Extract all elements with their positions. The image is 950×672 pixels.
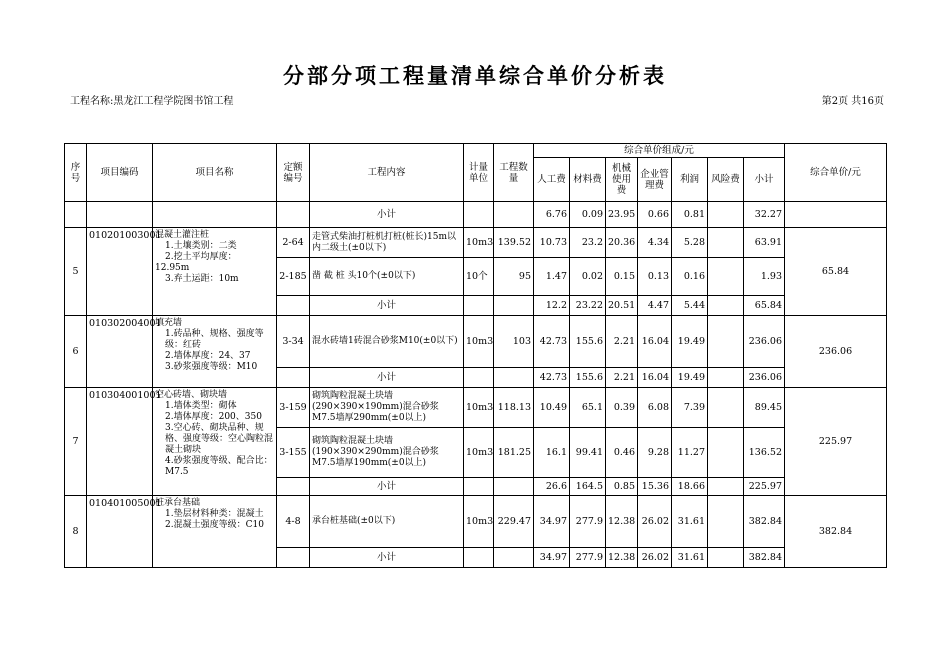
header-unit: 计量单位 bbox=[464, 144, 494, 202]
table-row bbox=[65, 228, 887, 258]
cell-subtotal: 1.93 bbox=[744, 258, 785, 296]
cell-risk bbox=[708, 258, 744, 296]
cell-unit: 10m3 bbox=[464, 228, 494, 258]
cell-profit: 11.27 bbox=[672, 428, 708, 478]
cell-quota: 3-34 bbox=[277, 316, 310, 368]
cell-manage: 16.04 bbox=[638, 368, 672, 388]
cell-machine: 12.38 bbox=[606, 548, 638, 568]
cell-subtotal: 382.84 bbox=[744, 496, 785, 548]
cell-risk bbox=[708, 496, 744, 548]
cell-material: 23.2 bbox=[570, 228, 606, 258]
top-subtotal-row bbox=[65, 202, 887, 228]
cell-unit: 10m3 bbox=[464, 316, 494, 368]
cell-seq: 5 bbox=[65, 228, 87, 316]
cell-labor: 12.2 bbox=[534, 296, 570, 316]
cell-profit: 19.49 bbox=[672, 316, 708, 368]
cell-profit: 5.44 bbox=[672, 296, 708, 316]
cell-unit: 10m3 bbox=[464, 496, 494, 548]
cell-subtotal: 89.45 bbox=[744, 388, 785, 428]
cell-manage: 15.36 bbox=[638, 478, 672, 496]
project-name-line: 填充墙 bbox=[155, 318, 183, 328]
cell-quota: 2-185 bbox=[277, 258, 310, 296]
cell-subtotal: 236.06 bbox=[744, 368, 785, 388]
cell-subtotal: 382.84 bbox=[744, 548, 785, 568]
cell-seq: 8 bbox=[65, 496, 87, 568]
cell-content: 走管式柴油打桩机打桩(桩长)15m以内二级土(±0以下) bbox=[310, 228, 464, 258]
cell-profit: 31.61 bbox=[672, 496, 708, 548]
cell-quota: 3-155 bbox=[277, 428, 310, 478]
cell-labor: 10.49 bbox=[534, 388, 570, 428]
cell-machine: 20.51 bbox=[606, 296, 638, 316]
cell-project-name bbox=[153, 388, 277, 496]
cell-unit-price: 382.84 bbox=[785, 496, 887, 568]
cell-labor: 1.47 bbox=[534, 258, 570, 296]
cell-material: 99.41 bbox=[570, 428, 606, 478]
subtotal-label: 小计 bbox=[310, 368, 464, 388]
cell-labor: 26.6 bbox=[534, 478, 570, 496]
cell-subtotal: 65.84 bbox=[744, 296, 785, 316]
page-info: 第2页 共16页 bbox=[821, 96, 884, 107]
header-profit: 利润 bbox=[672, 158, 708, 202]
cell-material: 277.9 bbox=[570, 548, 606, 568]
project-name: 工程名称:黑龙江工程学院图书馆工程 bbox=[70, 96, 234, 107]
cell-labor: 42.73 bbox=[534, 316, 570, 368]
subtotal-label: 小计 bbox=[310, 202, 464, 228]
header-unit-price: 综合单价/元 bbox=[785, 144, 887, 202]
cell-risk bbox=[708, 368, 744, 388]
header-manage: 企业管理费 bbox=[638, 158, 672, 202]
cell-manage: 0.13 bbox=[638, 258, 672, 296]
cell-profit: 19.49 bbox=[672, 368, 708, 388]
cell-manage: 16.04 bbox=[638, 316, 672, 368]
cell-unit-price: 65.84 bbox=[785, 228, 887, 316]
project-name-line: 12.95m bbox=[155, 263, 190, 273]
cell-material: 155.6 bbox=[570, 368, 606, 388]
project-name-line: 2.挖土平均厚度： bbox=[165, 252, 237, 262]
project-name-line: 2.混凝土强度等级：C10 bbox=[165, 520, 264, 530]
cell-manage: 4.47 bbox=[638, 296, 672, 316]
table-row bbox=[65, 388, 887, 428]
project-name-line: 1.土壤类别：二类 bbox=[165, 241, 237, 251]
cell-machine: 0.15 bbox=[606, 258, 638, 296]
cell-material: 0.09 bbox=[570, 202, 606, 228]
cell-quota: 4-8 bbox=[277, 496, 310, 548]
cell-profit: 0.16 bbox=[672, 258, 708, 296]
cell-material: 164.5 bbox=[570, 478, 606, 496]
table-row bbox=[65, 496, 887, 548]
cell-content: 凿 截 桩 头10个(±0以下) bbox=[310, 258, 464, 296]
project-name-line: 混凝土灌注桩 bbox=[155, 230, 210, 240]
subtotal-label: 小计 bbox=[310, 548, 464, 568]
project-name-line: 1.墙体类型：砌体 bbox=[165, 401, 237, 411]
cell-manage: 26.02 bbox=[638, 548, 672, 568]
cell-content: 砌筑陶粒混凝土块墙(190×390×290mm)混合砂浆M7.5墙厚190mm(±0以上) bbox=[310, 428, 464, 478]
cell-machine: 23.95 bbox=[606, 202, 638, 228]
cell-machine: 0.46 bbox=[606, 428, 638, 478]
project-name-line: 3.砂浆强度等级：M10 bbox=[165, 362, 258, 372]
cell-qty: 181.25 bbox=[494, 428, 534, 478]
cell-machine: 20.36 bbox=[606, 228, 638, 258]
cell-seq: 7 bbox=[65, 388, 87, 496]
page-title: 分部分项工程量清单综合单价分析表 bbox=[283, 63, 667, 88]
cell-manage: 0.66 bbox=[638, 202, 672, 228]
cell-unit-price: 236.06 bbox=[785, 316, 887, 388]
cell-qty: 118.13 bbox=[494, 388, 534, 428]
header-qty: 工程数量 bbox=[494, 144, 534, 202]
cell-seq: 6 bbox=[65, 316, 87, 388]
header-machine: 机械使用费 bbox=[606, 158, 638, 202]
cell-material: 277.9 bbox=[570, 496, 606, 548]
project-name-line: 空心砖墙、砌块墙 bbox=[155, 390, 228, 400]
cell-unit: 10m3 bbox=[464, 428, 494, 478]
project-name-line: 3.弃土运距：10m bbox=[165, 274, 239, 284]
cell-unit: 10m3 bbox=[464, 388, 494, 428]
cell-code: 010401005001 bbox=[87, 496, 153, 568]
header-quota: 定额编号 bbox=[277, 144, 310, 202]
cell-risk bbox=[708, 228, 744, 258]
project-name-line: 1.垫层材料种类：混凝土 bbox=[165, 509, 264, 519]
cell-labor: 16.1 bbox=[534, 428, 570, 478]
cell-profit: 0.81 bbox=[672, 202, 708, 228]
header-material: 材料费 bbox=[570, 158, 606, 202]
cell-code: 010201003001 bbox=[87, 228, 153, 316]
cell-subtotal: 63.91 bbox=[744, 228, 785, 258]
cell-risk bbox=[708, 548, 744, 568]
subtotal-label: 小计 bbox=[310, 478, 464, 496]
subtotal-label: 小计 bbox=[310, 296, 464, 316]
cell-profit: 31.61 bbox=[672, 548, 708, 568]
header-labor: 人工费 bbox=[534, 158, 570, 202]
cell-labor: 34.97 bbox=[534, 496, 570, 548]
project-name-line: 1.砖品种、规格、强度等级：红砖 bbox=[165, 329, 264, 350]
cell-risk bbox=[708, 388, 744, 428]
cell-content: 砌筑陶粒混凝土块墙(290×390×190mm)混合砂浆M7.5墙厚290mm(±0以上) bbox=[310, 388, 464, 428]
cell-risk bbox=[708, 478, 744, 496]
cell-qty: 139.52 bbox=[494, 228, 534, 258]
cell-material: 0.02 bbox=[570, 258, 606, 296]
cell-manage: 9.28 bbox=[638, 428, 672, 478]
cell-unit: 10个 bbox=[464, 258, 494, 296]
cell-machine: 0.39 bbox=[606, 388, 638, 428]
cell-manage: 6.08 bbox=[638, 388, 672, 428]
project-name-line: 3.空心砖、砌块品种、规格、强度等级：空心陶粒混凝土砌块 bbox=[165, 423, 274, 455]
cell-code: 010302004001 bbox=[87, 316, 153, 388]
cell-subtotal: 136.52 bbox=[744, 428, 785, 478]
cell-material: 23.22 bbox=[570, 296, 606, 316]
cell-labor: 10.73 bbox=[534, 228, 570, 258]
cell-quota: 3-159 bbox=[277, 388, 310, 428]
cell-project-name bbox=[153, 228, 277, 316]
cell-profit: 7.39 bbox=[672, 388, 708, 428]
cell-content: 混水砖墙1砖混合砂浆M10(±0以下) bbox=[310, 316, 464, 368]
cell-subtotal: 225.97 bbox=[744, 478, 785, 496]
cell-machine: 2.21 bbox=[606, 316, 638, 368]
cell-labor: 34.97 bbox=[534, 548, 570, 568]
project-name-line: 4.砂浆强度等级、配合比：M7.5 bbox=[165, 456, 273, 477]
header-content: 工程内容 bbox=[310, 144, 464, 202]
header-seq: 序号 bbox=[65, 144, 87, 202]
header-code: 项目编码 bbox=[87, 144, 153, 202]
header-group: 综合单价组成/元 bbox=[534, 144, 785, 158]
cell-profit: 5.28 bbox=[672, 228, 708, 258]
cell-unit-price: 225.97 bbox=[785, 388, 887, 496]
cell-risk bbox=[708, 202, 744, 228]
project-name-line: 2.墙体厚度：24、37 bbox=[165, 351, 251, 361]
cell-labor: 6.76 bbox=[534, 202, 570, 228]
cell-risk bbox=[708, 428, 744, 478]
cell-project-name bbox=[153, 496, 277, 568]
cell-manage: 4.34 bbox=[638, 228, 672, 258]
cell-qty: 229.47 bbox=[494, 496, 534, 548]
cell-material: 155.6 bbox=[570, 316, 606, 368]
cell-labor: 42.73 bbox=[534, 368, 570, 388]
cell-manage: 26.02 bbox=[638, 496, 672, 548]
cell-content: 承台桩基础(±0以下) bbox=[310, 496, 464, 548]
cell-material: 65.1 bbox=[570, 388, 606, 428]
header-risk: 风险费 bbox=[708, 158, 744, 202]
cell-qty: 103 bbox=[494, 316, 534, 368]
cell-code: 010304001001 bbox=[87, 388, 153, 496]
cell-profit: 18.66 bbox=[672, 478, 708, 496]
cell-machine: 12.38 bbox=[606, 496, 638, 548]
cell-subtotal: 236.06 bbox=[744, 316, 785, 368]
cell-risk bbox=[708, 296, 744, 316]
cell-quota: 2-64 bbox=[277, 228, 310, 258]
cell-risk bbox=[708, 316, 744, 368]
cell-project-name bbox=[153, 316, 277, 388]
cell-machine: 0.85 bbox=[606, 478, 638, 496]
header-subtotal: 小计 bbox=[744, 158, 785, 202]
table-row bbox=[65, 316, 887, 368]
cell-subtotal: 32.27 bbox=[744, 202, 785, 228]
project-name-line: 2.墙体厚度：200、350 bbox=[165, 412, 262, 422]
analysis-table bbox=[64, 143, 887, 568]
cell-machine: 2.21 bbox=[606, 368, 638, 388]
project-name-line: 桩承台基础 bbox=[155, 498, 201, 508]
header-name: 项目名称 bbox=[153, 144, 277, 202]
cell-qty: 95 bbox=[494, 258, 534, 296]
